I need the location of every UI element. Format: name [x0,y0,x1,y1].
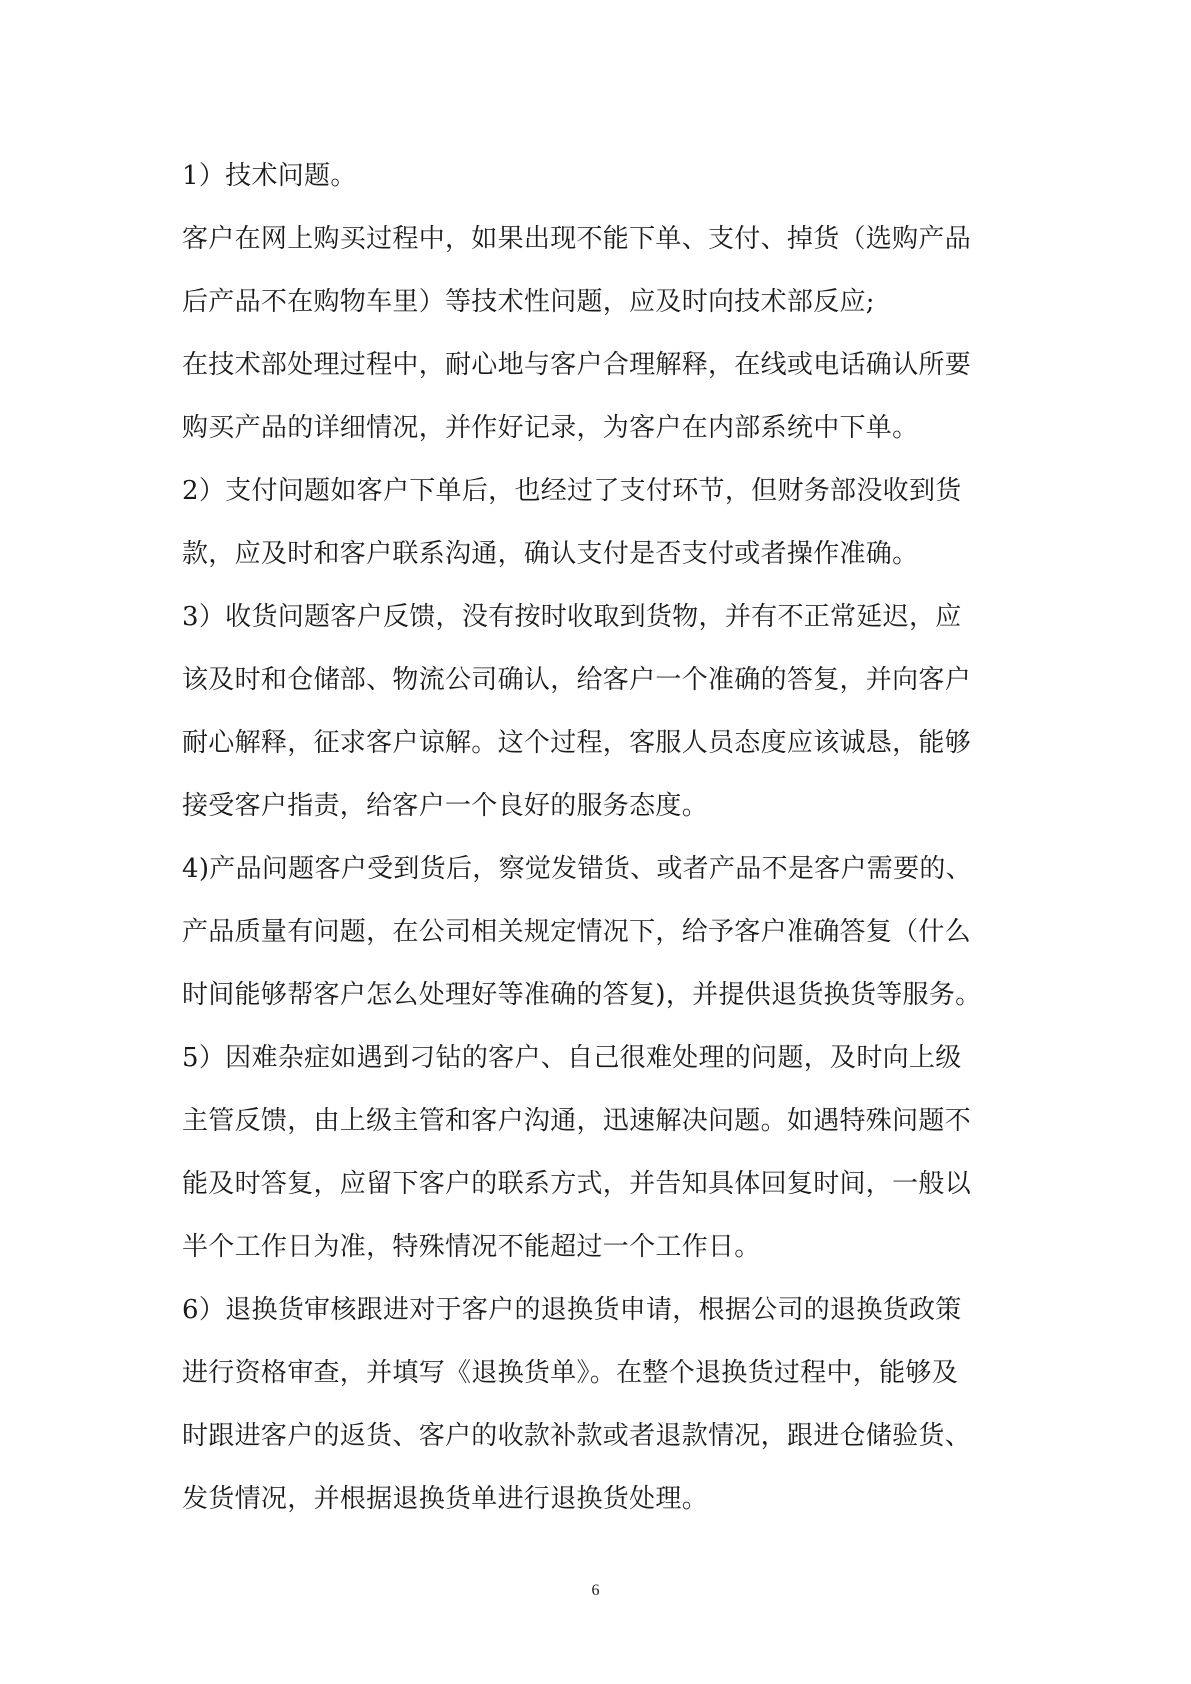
text-line: 款，应及时和客户联系沟通，确认支付是否支付或者操作准确。 [182,539,919,569]
text-line: 4)产品问题客户受到货后，察觉发错货、或者产品不是客户需要的、 [182,854,972,884]
text-line: 5）因难杂症如遇到刁钻的客户、自己很难处理的问题，及时向上级 [182,1043,962,1073]
text-line: 后产品不在购物车里）等技术性问题，应及时向技术部反应; [182,287,875,317]
text-line: 1）技术问题。 [182,161,357,191]
text-line: 半个工作日为准，特殊情况不能超过一个工作日。 [182,1232,761,1262]
text-line: 客户在网上购买过程中，如果出现不能下单、支付、掉货（选购产品 [182,224,972,254]
text-line: 时间能够帮客户怎么处理好等准确的答复)，并提供退货换货等服务。 [182,980,982,1010]
text-line: 产品质量有问题，在公司相关规定情况下，给予客户准确答复（什么 [182,917,972,947]
text-line: 接受客户指责，给客户一个良好的服务态度。 [182,791,709,821]
text-line: 2）支付问题如客户下单后，也经过了支付环节，但财务部没收到货 [182,476,962,506]
text-line: 耐心解释，征求客户谅解。这个过程，客服人员态度应该诚恳，能够 [182,728,972,758]
text-line: 能及时答复，应留下客户的联系方式，并告知具体回复时间，一般以 [182,1169,972,1199]
text-line: 进行资格审查，并填写《退换货单》。在整个退换货过程中，能够及 [182,1358,959,1388]
text-line: 6）退换货审核跟进对于客户的退换货申请，根据公司的退换货政策 [182,1295,962,1325]
text-line: 3）收货问题客户反馈，没有按时收取到货物，并有不正常延迟，应 [182,602,962,632]
text-line: 在技术部处理过程中，耐心地与客户合理解释，在线或电话确认所要 [182,350,972,380]
text-line: 该及时和仓储部、物流公司确认，给客户一个准确的答复，并向客户 [182,665,972,695]
page-number: 6 [591,1582,600,1599]
text-line: 主管反馈，由上级主管和客户沟通，迅速解决问题。如遇特殊问题不 [182,1106,972,1136]
text-line: 发货情况，并根据退换货单进行退换货处理。 [182,1484,709,1514]
text-line: 时跟进客户的返货、客户的收款补款或者退款情况，跟进仓储验货、 [182,1421,972,1451]
text-line: 购买产品的详细情况，并作好记录，为客户在内部系统中下单。 [182,413,919,443]
body-text [182,145,1022,1531]
